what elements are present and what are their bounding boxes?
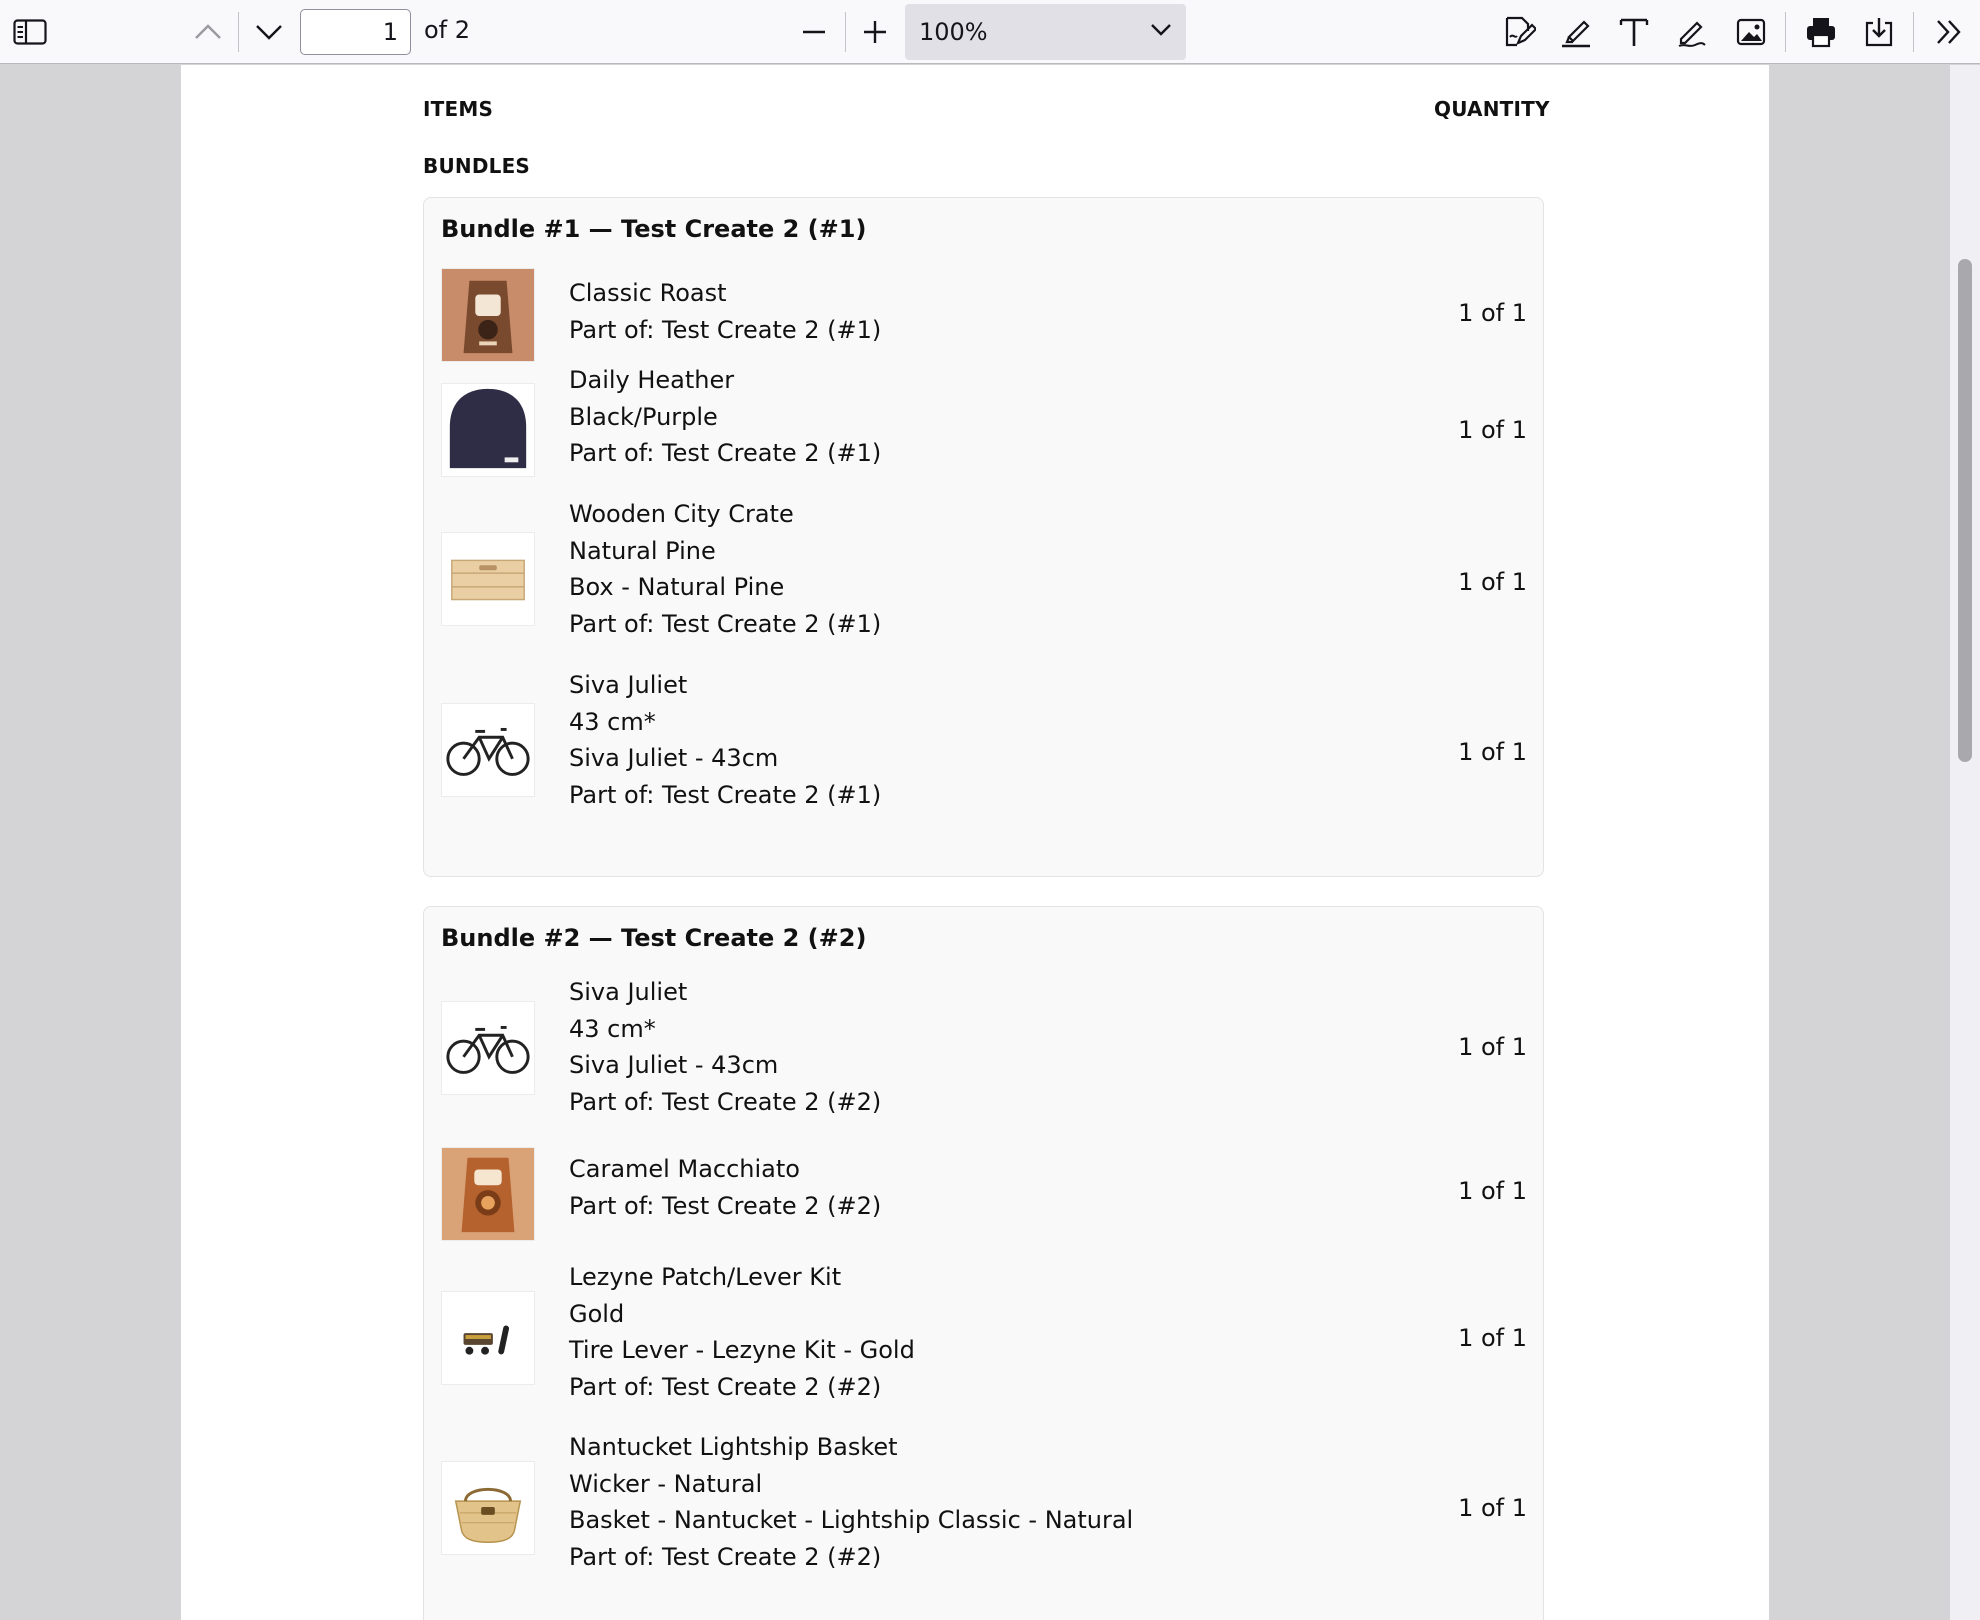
bicycle-image <box>441 703 535 797</box>
bundle-card <box>423 197 1544 877</box>
previous-page-button[interactable] <box>186 10 230 54</box>
next-page-button[interactable] <box>247 10 291 54</box>
chevron-up-icon <box>194 23 222 41</box>
item-detail: Part of: Test Create 2 (#2) <box>569 1372 882 1401</box>
add-text-button[interactable] <box>1612 10 1656 54</box>
bundles-section-header: BUNDLES <box>423 154 531 178</box>
coffee-bag-image <box>441 1147 535 1241</box>
scrollbar-thumb[interactable] <box>1958 259 1972 762</box>
chevron-down-icon <box>1150 22 1172 38</box>
item-name: Lezyne Patch/Lever Kit <box>569 1263 842 1291</box>
item-detail: Part of: Test Create 2 (#1) <box>569 780 882 809</box>
list-item <box>441 268 1527 362</box>
item-quantity: 1 of 1 <box>1458 299 1527 327</box>
add-image-button[interactable] <box>1729 10 1773 54</box>
item-detail: 43 cm* <box>569 707 656 736</box>
sidebar-toggle-icon[interactable] <box>8 10 52 54</box>
item-name: Wooden City Crate <box>569 500 794 528</box>
item-detail: Wicker - Natural <box>569 1469 763 1498</box>
item-detail: Part of: Test Create 2 (#1) <box>569 609 882 638</box>
item-detail: Part of: Test Create 2 (#2) <box>569 1191 882 1220</box>
pdf-page <box>181 65 1769 1620</box>
draw-button[interactable] <box>1670 10 1714 54</box>
zoom-in-button[interactable] <box>853 10 897 54</box>
text-icon <box>1617 15 1651 49</box>
item-detail: Basket - Nantucket - Lightship Classic - Natural <box>569 1506 1134 1534</box>
list-item <box>441 665 1527 835</box>
item-detail: Tire Lever - Lezyne Kit - Gold <box>569 1336 915 1364</box>
basket-image <box>441 1461 535 1555</box>
highlight-button[interactable] <box>1554 10 1598 54</box>
item-name: Caramel Macchiato <box>569 1155 800 1183</box>
draw-icon <box>1675 15 1709 49</box>
add-signature-button[interactable] <box>1497 10 1541 54</box>
item-name: Siva Juliet <box>569 671 688 699</box>
item-name: Classic Roast <box>569 279 727 307</box>
zoom-select[interactable] <box>905 4 1186 60</box>
highlight-icon <box>1559 15 1593 49</box>
zoom-value: 100% <box>919 18 988 46</box>
patch-kit-image <box>441 1291 535 1385</box>
vertical-scrollbar[interactable] <box>1950 65 1980 1620</box>
crate-image <box>441 532 535 626</box>
list-item <box>441 1263 1527 1433</box>
page-count-label: of 2 <box>424 16 471 44</box>
download-button[interactable] <box>1857 10 1901 54</box>
item-quantity: 1 of 1 <box>1458 738 1527 766</box>
page-number-input[interactable] <box>300 9 411 55</box>
print-button[interactable] <box>1799 10 1843 54</box>
list-item <box>441 360 1527 500</box>
pdf-toolbar <box>0 0 1980 64</box>
list-item <box>441 977 1527 1117</box>
list-item <box>441 494 1527 664</box>
item-quantity: 1 of 1 <box>1458 568 1527 596</box>
document-viewer[interactable] <box>0 65 1980 1620</box>
item-quantity: 1 of 1 <box>1458 1324 1527 1352</box>
list-item <box>441 1433 1527 1603</box>
items-column-header: ITEMS <box>423 97 494 121</box>
item-quantity: 1 of 1 <box>1458 1033 1527 1061</box>
item-detail: Part of: Test Create 2 (#1) <box>569 315 882 344</box>
bundle-title: Bundle #1 — Test Create 2 (#1) <box>441 215 867 243</box>
list-item <box>441 1147 1527 1241</box>
quantity-column-header: QUANTITY <box>1434 97 1550 121</box>
item-detail: Part of: Test Create 2 (#2) <box>569 1087 882 1116</box>
print-icon <box>1804 15 1838 49</box>
item-detail: Part of: Test Create 2 (#2) <box>569 1542 882 1571</box>
item-quantity: 1 of 1 <box>1458 416 1527 444</box>
item-detail: Black/Purple <box>569 402 718 431</box>
chevron-down-icon <box>255 23 283 41</box>
signature-icon <box>1502 15 1536 49</box>
bicycle-image <box>441 1001 535 1095</box>
item-name: Siva Juliet <box>569 978 688 1006</box>
item-quantity: 1 of 1 <box>1458 1494 1527 1522</box>
minus-icon <box>800 18 828 46</box>
double-chevron-right-icon <box>1934 17 1964 47</box>
item-detail: Siva Juliet - 43cm <box>569 1051 779 1079</box>
item-name: Nantucket Lightship Basket <box>569 1433 898 1461</box>
item-detail: Gold <box>569 1299 625 1328</box>
item-quantity: 1 of 1 <box>1458 1177 1527 1205</box>
item-detail: Siva Juliet - 43cm <box>569 744 779 772</box>
coffee-bag-image <box>441 268 535 362</box>
download-icon <box>1862 15 1896 49</box>
more-tools-button[interactable] <box>1927 10 1971 54</box>
item-detail: 43 cm* <box>569 1014 656 1043</box>
image-icon <box>1734 15 1768 49</box>
item-detail: Part of: Test Create 2 (#1) <box>569 439 882 467</box>
item-name: Daily Heather <box>569 366 735 394</box>
beanie-image <box>441 383 535 477</box>
plus-icon <box>861 18 889 46</box>
item-detail: Box - Natural Pine <box>569 573 785 601</box>
bundle-title: Bundle #2 — Test Create 2 (#2) <box>441 924 867 952</box>
bundle-card <box>423 906 1544 1620</box>
zoom-out-button[interactable] <box>792 10 836 54</box>
item-detail: Natural Pine <box>569 536 716 565</box>
